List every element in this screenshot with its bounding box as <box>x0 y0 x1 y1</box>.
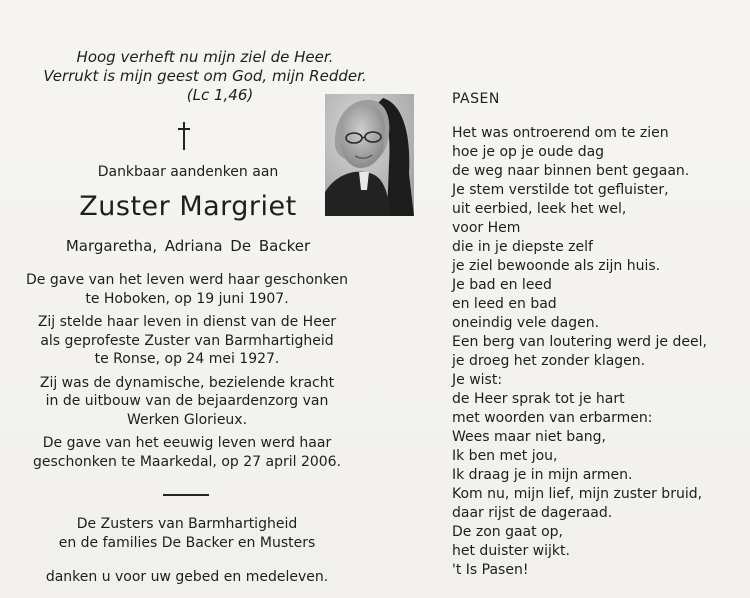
cross-icon <box>178 122 192 150</box>
poem-line: Je wist: <box>452 372 503 388</box>
poem-line: Je bad en leed <box>452 277 552 293</box>
bio-line: als geprofeste Zuster van Barmhartigheid <box>40 332 334 349</box>
bio-paragraph-profession <box>14 313 360 369</box>
bible-verse <box>40 48 370 105</box>
poem-line: 't Is Pasen! <box>452 562 529 578</box>
closing-text <box>24 515 350 587</box>
poem-line: die in je diepste zelf <box>452 239 593 255</box>
closing-line-2: en de families De Backer en Musters <box>58 534 316 551</box>
bio-paragraph-death <box>14 434 360 471</box>
poem-title: PASEN <box>452 91 500 107</box>
bio-line: Zij stelde haar leven in dienst van de Heer <box>37 314 337 330</box>
poem-line: de weg naar binnen bent gegaan. <box>452 163 690 179</box>
bio-paragraph-birth <box>14 271 360 308</box>
poem-line: Je stem verstilde tot gefluister, <box>452 182 669 198</box>
bio-line: te Ronse, op 24 mei 1927. <box>94 351 280 367</box>
memorial-intro: Dankbaar aandenken aan <box>97 164 279 180</box>
bio-line: De gave van het leven werd haar geschonken <box>25 272 349 288</box>
poem <box>452 124 742 580</box>
closing-line-3: danken u voor uw gebed en medeleven. <box>45 569 329 585</box>
poem-line: hoe je op je oude dag <box>452 144 605 160</box>
sister-name: Zuster Margriet <box>79 191 297 222</box>
poem-line: met woorden van erbarmen: <box>452 410 653 426</box>
divider <box>163 494 209 496</box>
verse-line-1: Hoog verheft nu mijn ziel de Heer. <box>76 48 334 66</box>
poem-line: De zon gaat op, <box>452 524 563 540</box>
poem-line: je droeg het zonder klagen. <box>452 353 646 369</box>
poem-line: Wees maar niet bang, <box>452 429 606 445</box>
verse-line-2: Verrukt is mijn geest om God, mijn Redder. <box>43 67 367 85</box>
poem-line: de Heer sprak tot je hart <box>452 391 625 407</box>
bio-line: De gave van het eeuwig leven werd haar <box>42 435 332 451</box>
full-name: Margaretha, Adriana De Backer <box>65 237 311 255</box>
poem-line: Kom nu, mijn lief, mijn zuster bruid, <box>452 486 703 502</box>
bio-line: in de uitbouw van de bejaardenzorg van <box>45 393 329 409</box>
bio-paragraph-work <box>14 374 360 430</box>
bio-line: geschonken te Maarkedal, op 27 april 2006. <box>32 453 342 470</box>
portrait-photo <box>325 94 414 216</box>
poem-line: uit eerbied, leek het wel, <box>452 201 627 217</box>
bio-line: Werken Glorieux. <box>126 411 248 428</box>
poem-line: Het was ontroerend om te zien <box>452 125 669 141</box>
poem-line: oneindig vele dagen. <box>452 315 600 331</box>
poem-line: Ik ben met jou, <box>452 448 558 464</box>
biography <box>14 271 360 476</box>
poem-line: voor Hem <box>452 220 521 236</box>
bio-line: te Hoboken, op 19 juni 1907. <box>85 290 289 307</box>
poem-line: en leed en bad <box>452 296 557 312</box>
poem-line: het duister wijkt. <box>452 543 570 559</box>
poem-line: Ik draag je in mijn armen. <box>452 467 633 483</box>
poem-line: daar rijst de dageraad. <box>452 505 613 521</box>
poem-line: Een berg van loutering werd je deel, <box>452 334 707 350</box>
verse-reference: (Lc 1,46) <box>186 86 254 104</box>
closing-line-1: De Zusters van Barmhartigheid <box>76 516 298 532</box>
bio-line: Zij was de dynamische, bezielende kracht <box>39 374 335 391</box>
poem-line: je ziel bewoonde als zijn huis. <box>452 258 661 274</box>
